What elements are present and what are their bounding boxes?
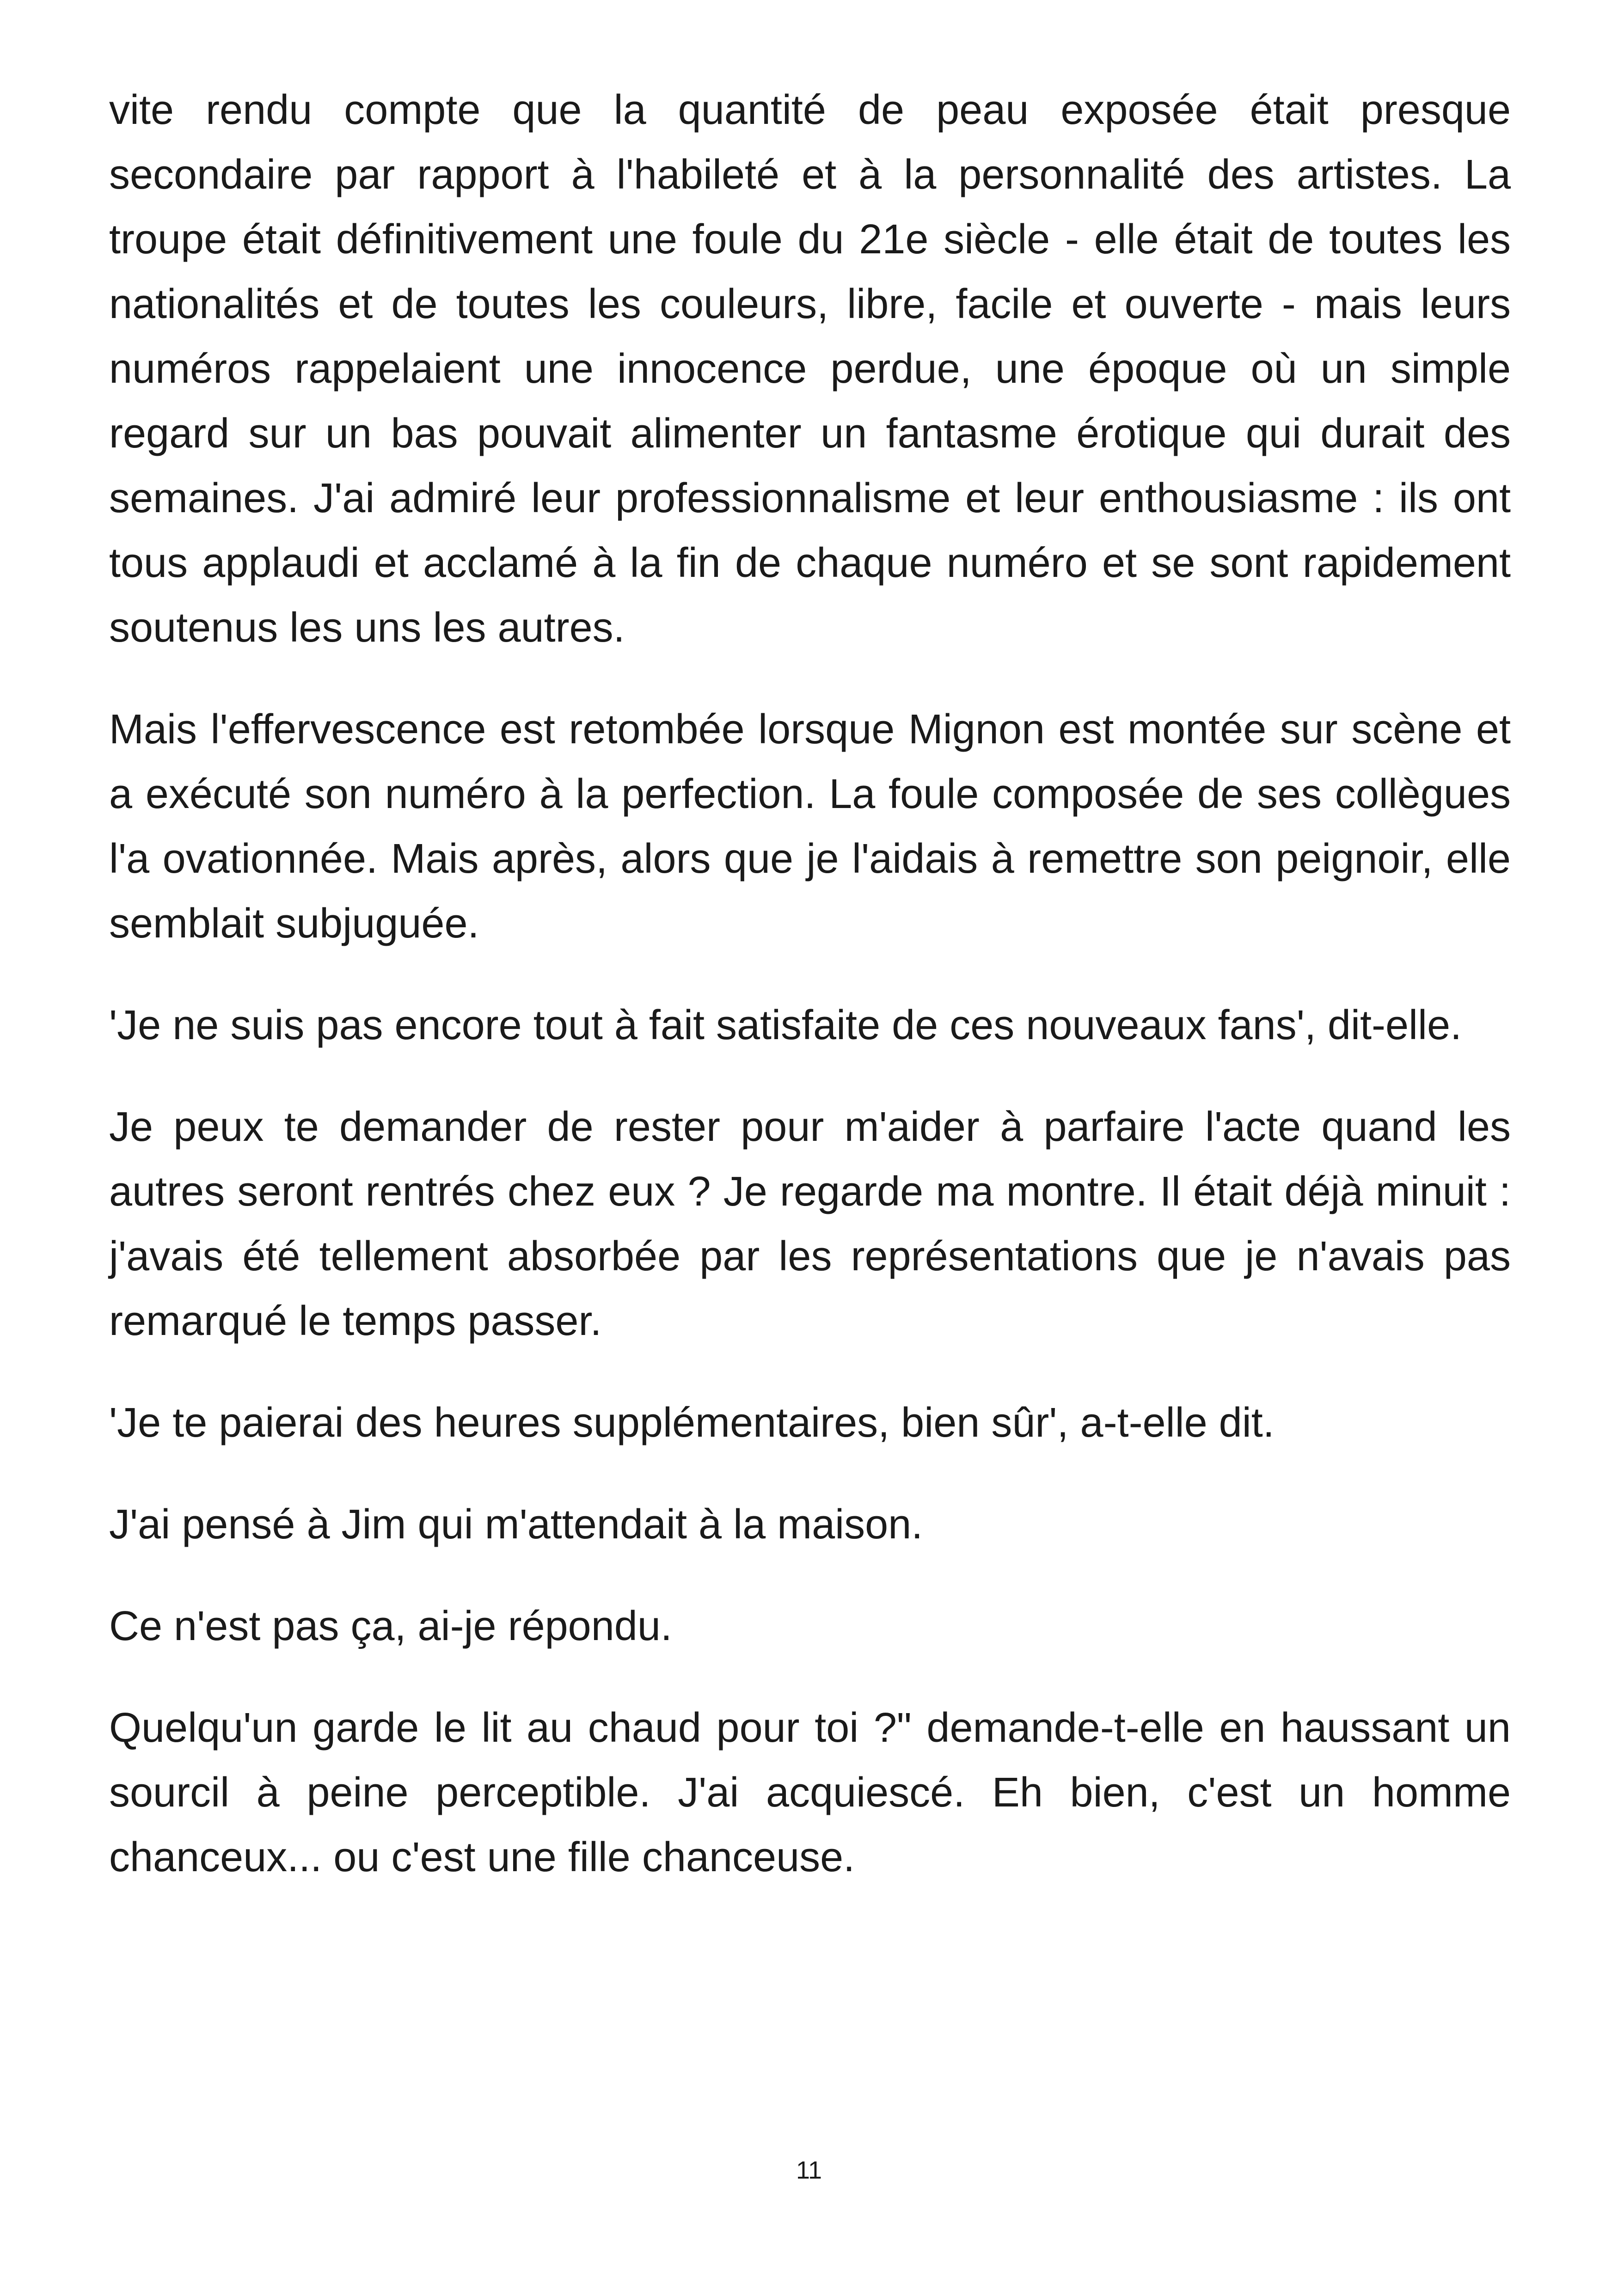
paragraph: 'Je te paierai des heures supplémentaires, bien sûr', a-t-elle dit. <box>109 1400 1275 1446</box>
paragraph: Je peux te demander de rester pour m'aider à parfaire l'acte quand les autres seront rentrés chez eux ? Je regarde ma montre. Il était déjà minuit : j'avais été tellement absorbée par les représentations que je n'avais pas remarqué le temps passer. <box>109 1104 1511 1344</box>
paragraph: J'ai pensé à Jim qui m'attendait à la maison. <box>109 1501 923 1548</box>
body-text <box>109 78 1511 1927</box>
page-number: 11 <box>796 2156 822 2184</box>
paragraph: Ce n'est pas ça, ai-je répondu. <box>109 1603 672 1649</box>
paragraph: Quelqu'un garde le lit au chaud pour toi ?" demande-t-elle en haussant un sourcil à peine perceptible. J'ai acquiescé. Eh bien, c'est un homme chanceux... ou c'est une fille chanceuse. <box>109 1705 1511 1880</box>
paragraph: 'Je ne suis pas encore tout à fait satisfaite de ces nouveaux fans', dit-elle. <box>109 1002 1462 1048</box>
paragraph: Mais l'effervescence est retombée lorsque Mignon est montée sur scène et a exécuté son numéro à la perfection. La foule composée de ses collègues l'a ovationnée. Mais après, alors que je l'aidais à remettre son peignoir, elle semblait subjuguée. <box>109 706 1511 947</box>
paragraph: vite rendu compte que la quantité de peau exposée était presque secondaire par rapport à l'habileté et à la personnalité des artistes. La troupe était définitivement une foule du 21e siècle - elle était de toutes les nationalités et de toutes les couleurs, libre, facile et ouverte - mais leurs numéros rappelaient une innocence perdue, une époque où un simple regard sur un bas pouvait alimenter un fantasme érotique qui durait des semaines. J'ai admiré leur professionnalisme et leur enthousiasme : ils ont tous applaudi et acclamé à la fin de chaque numéro et se sont rapidement soutenus les uns les autres. <box>109 87 1511 651</box>
